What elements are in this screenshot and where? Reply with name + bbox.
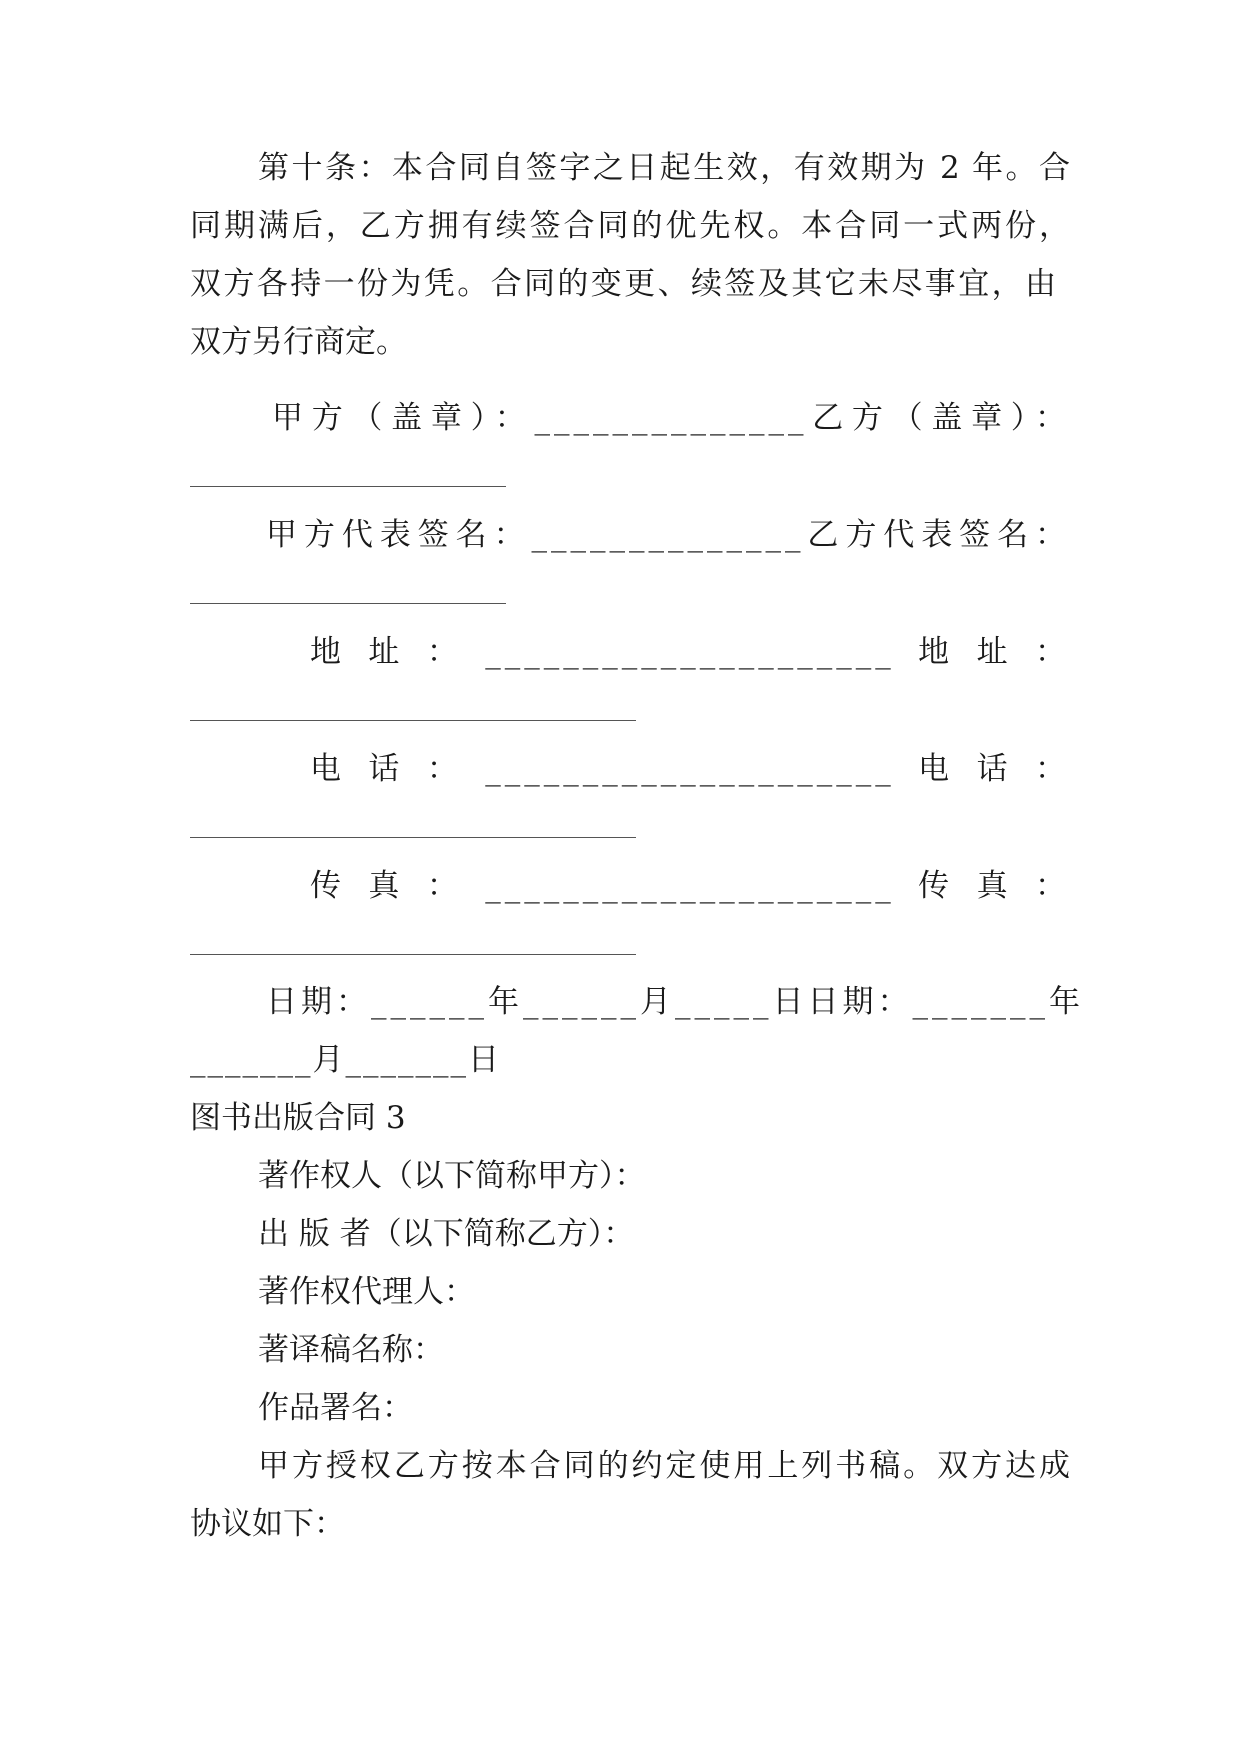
field-copyright-agent: 著作权代理人： xyxy=(258,1274,475,1310)
article-10-line-1: 第十条：本合同自签字之日起生效，有效期为 2 年。合 xyxy=(258,150,1070,186)
article-10-line-3: 双方各持一份为凭。合同的变更、续签及其它未尽事宜，由 xyxy=(190,266,1056,302)
field-manuscript-title: 著译稿名称： xyxy=(258,1332,444,1368)
article-10-line-4: 双方另行商定。 xyxy=(190,324,407,360)
contract-3-title: 图书出版合同 3 xyxy=(190,1100,406,1136)
fax-line: 传真：_____________________传真： xyxy=(310,868,1070,904)
address-line: 地址：_____________________地址： xyxy=(310,634,1070,670)
intro-line-1: 甲方授权乙方按本合同的约定使用上列书稿。双方达成 xyxy=(258,1448,1070,1484)
article-10-line-2: 同期满后，乙方拥有续签合同的优先权。本合同一式两份， xyxy=(190,208,1070,244)
representative-blank-line xyxy=(190,603,506,604)
phone-blank-line xyxy=(190,837,636,838)
date-line-2: _______月_______日 xyxy=(190,1042,501,1078)
date-line-1: 日期：______年______月_____日日期：_______年 xyxy=(266,984,1084,1020)
phone-line: 电话：_____________________电话： xyxy=(310,751,1070,787)
representative-line: 甲方代表签名：______________乙方代表签名： xyxy=(266,517,1070,553)
intro-line-2: 协议如下： xyxy=(190,1506,345,1542)
field-copyright-owner: 著作权人（以下简称甲方）： xyxy=(258,1158,646,1194)
fax-blank-line xyxy=(190,954,636,955)
field-publisher: 出 版 者（以下简称乙方）： xyxy=(258,1216,635,1252)
seal-blank-line xyxy=(190,486,506,487)
seal-line: 甲方（盖章）：______________乙方（盖章）： xyxy=(272,400,1070,436)
address-blank-line xyxy=(190,720,636,721)
field-work-signature: 作品署名： xyxy=(258,1390,413,1426)
